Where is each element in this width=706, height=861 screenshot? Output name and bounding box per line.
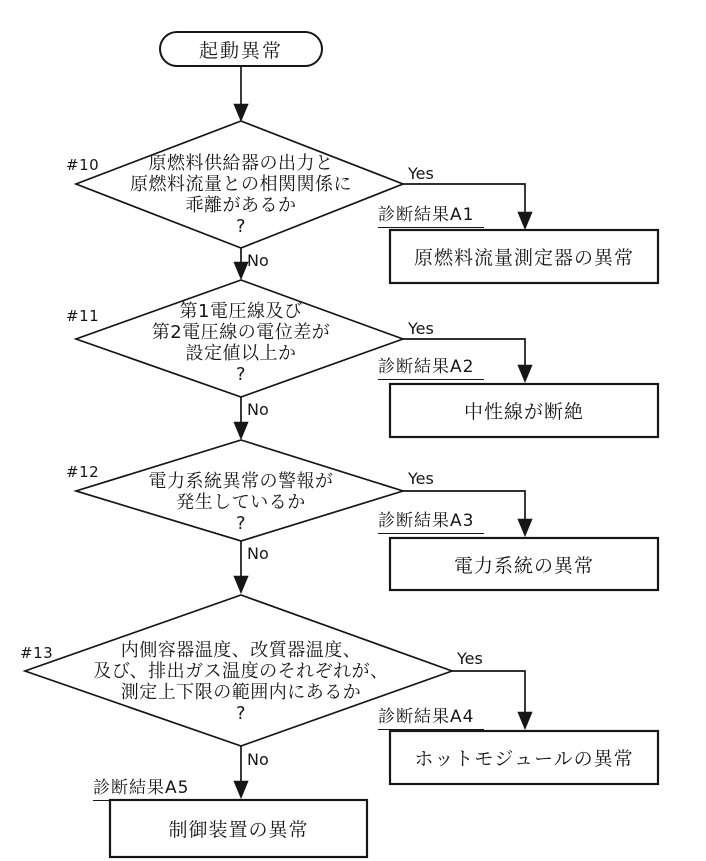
decision-13-question bbox=[71, 640, 411, 724]
question-line: 原燃料供給器の出力と bbox=[148, 153, 334, 174]
result-text-a1: 原燃料流量測定器の異常 bbox=[413, 247, 634, 269]
result-text-a2: 中性線が断絶 bbox=[463, 401, 584, 423]
start-terminator-label: 起動異常 bbox=[198, 39, 283, 62]
no-label-10: No bbox=[247, 251, 269, 270]
result-text-a5: 制御装置の異常 bbox=[168, 819, 309, 841]
question-line: 乖離があるか bbox=[185, 195, 297, 216]
question-line: 発生しているか bbox=[176, 492, 306, 513]
diagnosis-label-a4: 診断結果A4 bbox=[378, 702, 484, 730]
diagnosis-label-a2: 診断結果A2 bbox=[378, 352, 484, 380]
question-line: ? bbox=[235, 364, 247, 385]
question-line: 第1電圧線及び bbox=[179, 301, 303, 322]
question-line: ? bbox=[235, 513, 247, 534]
decision-12-question bbox=[101, 471, 381, 534]
question-line: 設定値以上か bbox=[185, 343, 297, 364]
question-line: 及び、排出ガス温度のそれぞれが、 bbox=[93, 661, 389, 682]
question-line: 電力系統異常の警報が bbox=[148, 471, 334, 492]
no-label-11: No bbox=[247, 400, 269, 419]
result-text-a4: ホットモジュールの異常 bbox=[414, 748, 634, 770]
question-line: ? bbox=[235, 703, 247, 724]
no-label-12: No bbox=[247, 544, 269, 563]
decision-11-question bbox=[101, 301, 381, 385]
step-label-11: #11 bbox=[66, 307, 100, 325]
question-line: 第2電圧線の電位差が bbox=[151, 322, 331, 343]
yes-label-13: Yes bbox=[457, 649, 483, 668]
step-label-12: #12 bbox=[66, 463, 100, 481]
question-line: 測定上下限の範囲内にあるか bbox=[120, 682, 362, 703]
diagnosis-label-a1: 診断結果A1 bbox=[378, 200, 484, 228]
decision-10-question bbox=[101, 153, 381, 237]
yes-label-10: Yes bbox=[408, 164, 434, 183]
diagnosis-label-a3: 診断結果A3 bbox=[378, 506, 484, 534]
yes-label-11: Yes bbox=[408, 319, 434, 338]
step-label-13: #13 bbox=[20, 644, 54, 662]
yes-label-12: Yes bbox=[408, 469, 434, 488]
question-line: ? bbox=[235, 216, 247, 237]
question-line: 原燃料流量との相関関係に bbox=[130, 174, 352, 195]
step-label-10: #10 bbox=[66, 156, 100, 174]
no-label-13: No bbox=[247, 750, 269, 769]
diagnosis-label-a5: 診断結果A5 bbox=[93, 773, 199, 801]
result-text-a3: 電力系統の異常 bbox=[453, 554, 594, 577]
question-line: 内側容器温度、改質器温度、 bbox=[120, 640, 362, 661]
